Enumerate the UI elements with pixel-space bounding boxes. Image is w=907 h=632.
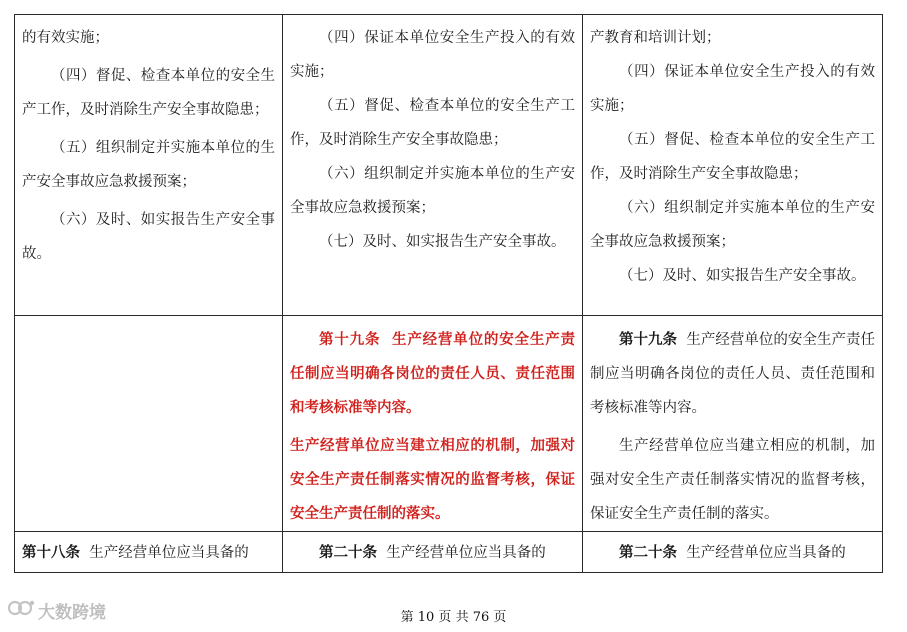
table-cell <box>583 316 883 532</box>
new-article-paragraph <box>290 323 575 425</box>
table-cell <box>283 15 583 316</box>
new-article-paragraph: 生产经营单位应当建立相应的机制，加强对安全生产责任制落实情况的监督考核，保证安全生产责任制的落实。 <box>290 437 575 522</box>
clause-text: （四）保证本单位安全生产投入的有效实施； <box>590 64 875 114</box>
clause-text: （四）保证本单位安全生产投入的有效实施； <box>290 30 575 80</box>
article-text: 生产经营单位应当具备的 <box>89 545 249 561</box>
article-label: 第十九条 <box>319 331 381 348</box>
table-cell <box>15 15 283 316</box>
clause-text: （六）组织制定并实施本单位的生产安全事故应急救援预案； <box>590 200 875 250</box>
clause-text: （五）督促、检查本单位的安全生产工作，及时消除生产安全事故隐患； <box>290 98 575 148</box>
article-paragraph <box>290 536 575 570</box>
article-paragraph: 生产经营单位应当建立相应的机制，加强对安全生产责任制落实情况的监督考核，保证安全生产责任制的落实。 <box>590 438 875 522</box>
article-label: 第二十条 <box>619 544 677 561</box>
table-row <box>15 15 883 316</box>
clause-text: （六）及时、如实报告生产安全事故。 <box>22 212 275 262</box>
table-cell-empty <box>15 316 283 532</box>
table-cell <box>15 532 283 573</box>
table-cell <box>283 316 583 532</box>
article-label: 第二十条 <box>319 544 377 561</box>
article-text: 生产经营单位的安全生产责任制应当明确各岗位的责任人员、责任范围和考核标准等内容。 <box>590 332 875 416</box>
clause-text: （七）及时、如实报告生产安全事故。 <box>319 234 566 250</box>
article-paragraph <box>590 536 875 570</box>
article-paragraph <box>590 323 875 425</box>
clause-text: （六）组织制定并实施本单位的生产安全事故应急救援预案； <box>290 166 575 216</box>
table-row <box>15 316 883 532</box>
article-text: 生产经营单位的安全生产责任制应当明确各岗位的责任人员、责任范围和考核标准等内容。 <box>290 331 576 416</box>
clause-text: （七）及时、如实报告生产安全事故。 <box>619 268 866 284</box>
table-cell <box>283 532 583 573</box>
clause-text: （四）督促、检查本单位的安全生产工作，及时消除生产安全事故隐患； <box>22 68 275 118</box>
table-row <box>15 532 883 573</box>
article-label: 第十八条 <box>22 544 80 561</box>
watermark-text: 大数跨境 <box>38 603 106 623</box>
clause-text: （五）组织制定并实施本单位的生产安全事故应急救援预案； <box>22 140 275 190</box>
clause-text: 产教育和培训计划； <box>590 30 721 46</box>
article-paragraph <box>22 536 275 570</box>
table-cell <box>583 532 883 573</box>
article-text: 生产经营单位应当具备的 <box>386 545 546 561</box>
regulation-comparison-table <box>14 14 883 573</box>
table-cell <box>583 15 883 316</box>
page-number: 第 10 页 共 76 页 <box>400 610 507 625</box>
article-label: 第十九条 <box>619 331 678 348</box>
article-text: 生产经营单位应当具备的 <box>686 545 846 561</box>
clause-text: 的有效实施； <box>22 30 109 46</box>
clause-text: （五）督促、检查本单位的安全生产工作，及时消除生产安全事故隐患； <box>590 132 875 182</box>
